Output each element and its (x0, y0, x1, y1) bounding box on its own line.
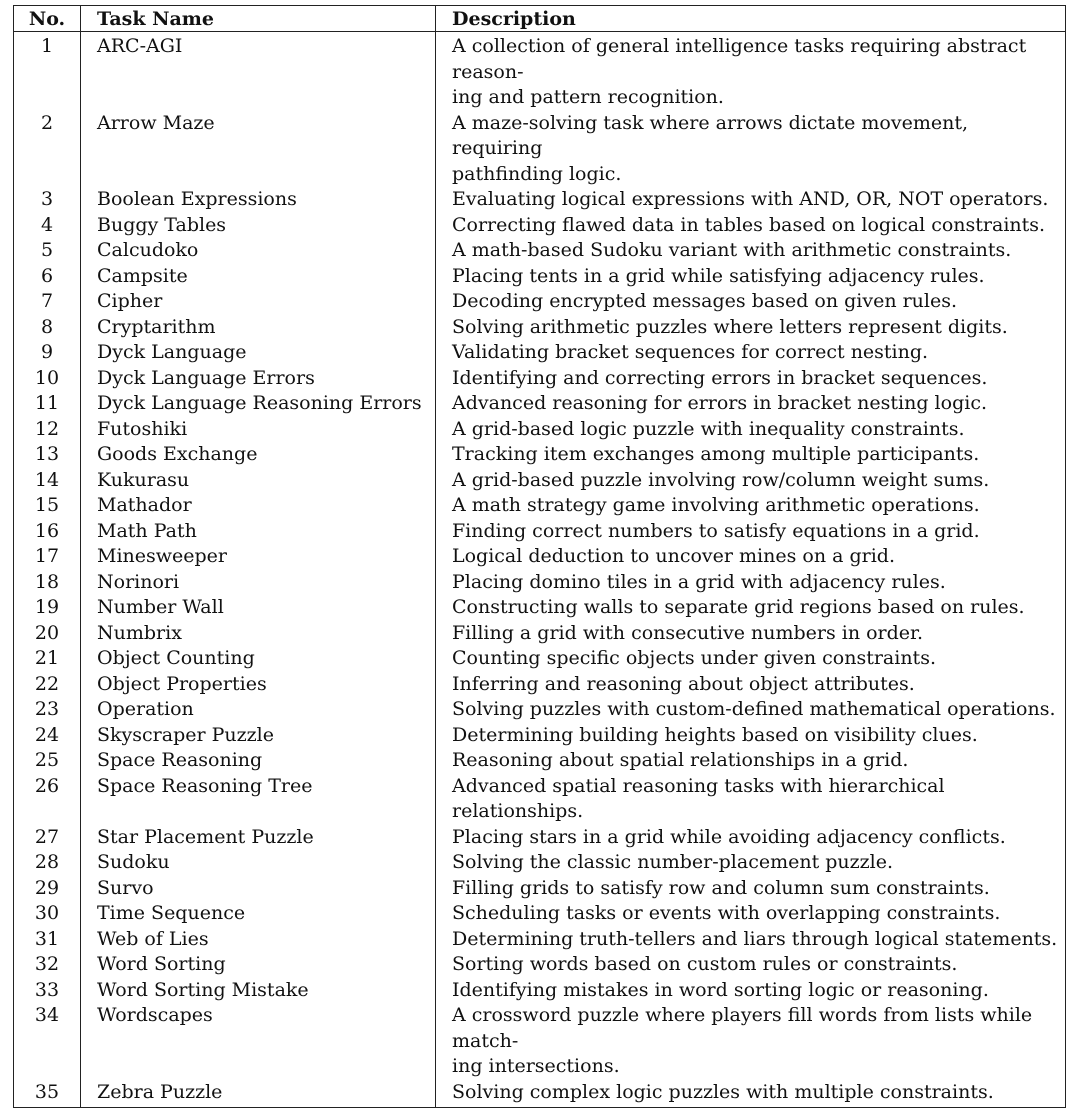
description-line: Constructing walls to separate grid regions based on rules. (452, 596, 1025, 618)
row-number: 26 (14, 774, 81, 825)
task-name: Math Path (81, 519, 436, 545)
row-number: 30 (14, 901, 81, 927)
task-name: Survo (81, 876, 436, 902)
description-line: A maze-solving task where arrows dictate movement, requiring (452, 111, 969, 159)
table-row (14, 850, 1066, 876)
table-row (14, 978, 1066, 1004)
task-description (436, 417, 1066, 443)
table-row (14, 901, 1066, 927)
task-description (436, 570, 1066, 596)
task-description (436, 519, 1066, 545)
task-name: Mathador (81, 493, 436, 519)
task-description (436, 468, 1066, 494)
task-name: Cryptarithm (81, 315, 436, 341)
row-number: 1 (14, 32, 81, 111)
row-number: 35 (14, 1080, 81, 1108)
table-row (14, 544, 1066, 570)
table-row (14, 570, 1066, 596)
task-description (436, 1080, 1066, 1108)
row-number: 28 (14, 850, 81, 876)
task-description (436, 672, 1066, 698)
table-row (14, 952, 1066, 978)
table-row (14, 621, 1066, 647)
table-row (14, 825, 1066, 851)
header-no: No. (14, 6, 81, 32)
task-name: Kukurasu (81, 468, 436, 494)
row-number: 23 (14, 697, 81, 723)
row-number: 11 (14, 391, 81, 417)
table-row (14, 315, 1066, 341)
description-line: Tracking item exchanges among multiple participants. (452, 443, 980, 465)
description-line: Sorting words based on custom rules or constraints. (452, 953, 958, 975)
task-description (436, 544, 1066, 570)
task-name: Word Sorting (81, 952, 436, 978)
task-name: Dyck Language Errors (81, 366, 436, 392)
description-line: Inferring and reasoning about object attributes. (452, 672, 915, 695)
description-line: Validating bracket sequences for correct nesting. (452, 341, 929, 363)
task-description (436, 264, 1066, 290)
description-line: A math strategy game involving arithmetic operations. (452, 494, 980, 516)
table-body (14, 32, 1066, 1108)
task-description (436, 315, 1066, 341)
description-line: Solving the classic number-placement puzzle. (452, 851, 894, 873)
table-row (14, 111, 1066, 188)
task-name: Calcudoko (81, 238, 436, 264)
header-row (14, 6, 1066, 32)
header-description: Description (436, 6, 1066, 32)
row-number: 20 (14, 621, 81, 647)
task-description (436, 952, 1066, 978)
table-row (14, 366, 1066, 392)
description-line: Determining truth-tellers and liars through logical statements. (452, 927, 1058, 950)
task-description (436, 774, 1066, 825)
row-number: 21 (14, 646, 81, 672)
row-number: 22 (14, 672, 81, 698)
table-row (14, 927, 1066, 953)
header-task-name: Task Name (81, 6, 436, 32)
task-description (436, 111, 1066, 188)
description-line: pathfinding logic. (452, 162, 622, 185)
description-line: Filling grids to satisfy row and column sum constraints. (452, 876, 990, 899)
table-row (14, 723, 1066, 749)
task-name: Boolean Expressions (81, 187, 436, 213)
task-name: Wordscapes (81, 1003, 436, 1080)
task-description (436, 493, 1066, 519)
task-description (436, 876, 1066, 902)
task-name: Word Sorting Mistake (81, 978, 436, 1004)
description-line: Advanced spatial reasoning tasks with hierarchical relationships. (452, 774, 945, 822)
row-number: 4 (14, 213, 81, 239)
description-line: A math-based Sudoku variant with arithmetic constraints. (452, 239, 1012, 261)
table-row (14, 493, 1066, 519)
task-description (436, 595, 1066, 621)
description-line: Placing domino tiles in a grid with adjacency rules. (452, 570, 946, 593)
description-line: Placing tents in a grid while satisfying adjacency rules. (452, 264, 985, 287)
task-description (436, 927, 1066, 953)
description-line: A grid-based puzzle involving row/column weight sums. (452, 468, 990, 491)
task-name: Futoshiki (81, 417, 436, 443)
row-number: 6 (14, 264, 81, 290)
task-name: Object Properties (81, 672, 436, 698)
description-line: Solving arithmetic puzzles where letters represent digits. (452, 315, 1008, 338)
description-line: A grid-based logic puzzle with inequality constraints. (452, 417, 965, 440)
row-number: 31 (14, 927, 81, 953)
task-description (436, 697, 1066, 723)
table-row (14, 519, 1066, 545)
description-line: Reasoning about spatial relationships in a grid. (452, 749, 909, 771)
description-line: Determining building heights based on visibility clues. (452, 723, 978, 746)
task-name: Skyscraper Puzzle (81, 723, 436, 749)
task-name: Norinori (81, 570, 436, 596)
task-description (436, 340, 1066, 366)
task-table-container (13, 5, 1065, 1108)
table-row (14, 213, 1066, 239)
table-row (14, 417, 1066, 443)
row-number: 5 (14, 238, 81, 264)
task-description (436, 391, 1066, 417)
task-name: Zebra Puzzle (81, 1080, 436, 1108)
description-line: Filling a grid with consecutive numbers in order. (452, 621, 924, 644)
description-line: Correcting flawed data in tables based on logical constraints. (452, 213, 1046, 236)
task-name: Minesweeper (81, 544, 436, 570)
description-line: ing intersections. (452, 1055, 620, 1077)
task-name: Number Wall (81, 595, 436, 621)
task-name: Numbrix (81, 621, 436, 647)
task-description (436, 213, 1066, 239)
description-line: Solving complex logic puzzles with multiple constraints. (452, 1080, 994, 1103)
row-number: 17 (14, 544, 81, 570)
row-number: 8 (14, 315, 81, 341)
task-description (436, 187, 1066, 213)
table-row (14, 468, 1066, 494)
task-description (436, 825, 1066, 851)
row-number: 16 (14, 519, 81, 545)
task-name: Campsite (81, 264, 436, 290)
description-line: Identifying and correcting errors in bracket sequences. (452, 366, 988, 389)
table-row (14, 646, 1066, 672)
table-row (14, 748, 1066, 774)
task-name: Buggy Tables (81, 213, 436, 239)
row-number: 32 (14, 952, 81, 978)
task-name: Time Sequence (81, 901, 436, 927)
task-name: Space Reasoning Tree (81, 774, 436, 825)
description-line: Identifying mistakes in word sorting logic or reasoning. (452, 978, 989, 1001)
description-line: ing and pattern recognition. (452, 86, 724, 108)
description-line: Logical deduction to uncover mines on a grid. (452, 545, 895, 567)
row-number: 9 (14, 340, 81, 366)
task-table (13, 5, 1066, 1108)
row-number: 10 (14, 366, 81, 392)
row-number: 14 (14, 468, 81, 494)
description-line: Solving puzzles with custom-defined mathematical operations. (452, 698, 1056, 720)
task-description (436, 289, 1066, 315)
description-line: Scheduling tasks or events with overlapping constraints. (452, 902, 1001, 924)
task-name: Space Reasoning (81, 748, 436, 774)
row-number: 7 (14, 289, 81, 315)
table-row (14, 187, 1066, 213)
table-row (14, 1080, 1066, 1108)
table-row (14, 264, 1066, 290)
row-number: 33 (14, 978, 81, 1004)
description-line: A crossword puzzle where players fill words from lists while match- (452, 1004, 1033, 1052)
row-number: 24 (14, 723, 81, 749)
description-line: Finding correct numbers to satisfy equations in a grid. (452, 519, 980, 542)
table-row (14, 595, 1066, 621)
task-name: Star Placement Puzzle (81, 825, 436, 851)
table-row (14, 774, 1066, 825)
description-line: Evaluating logical expressions with AND, OR, NOT operators. (452, 188, 1049, 210)
row-number: 18 (14, 570, 81, 596)
task-description (436, 978, 1066, 1004)
row-number: 15 (14, 493, 81, 519)
description-line: Placing stars in a grid while avoiding adjacency conflicts. (452, 825, 1006, 848)
table-row (14, 32, 1066, 111)
task-name: ARC-AGI (81, 32, 436, 111)
table-row (14, 238, 1066, 264)
task-name: Web of Lies (81, 927, 436, 953)
task-description (436, 723, 1066, 749)
row-number: 3 (14, 187, 81, 213)
description-line: Decoding encrypted messages based on given rules. (452, 290, 958, 312)
task-description (436, 442, 1066, 468)
task-name: Cipher (81, 289, 436, 315)
row-number: 25 (14, 748, 81, 774)
row-number: 27 (14, 825, 81, 851)
task-name: Dyck Language (81, 340, 436, 366)
table-row (14, 442, 1066, 468)
table-row (14, 876, 1066, 902)
task-description (436, 901, 1066, 927)
table-row (14, 672, 1066, 698)
table-row (14, 1003, 1066, 1080)
task-description (436, 646, 1066, 672)
row-number: 13 (14, 442, 81, 468)
table-row (14, 340, 1066, 366)
task-name: Sudoku (81, 850, 436, 876)
task-description (436, 748, 1066, 774)
row-number: 34 (14, 1003, 81, 1080)
task-name: Goods Exchange (81, 442, 436, 468)
task-description (436, 850, 1066, 876)
task-description (436, 1003, 1066, 1080)
task-name: Dyck Language Reasoning Errors (81, 391, 436, 417)
row-number: 12 (14, 417, 81, 443)
task-name: Arrow Maze (81, 111, 436, 188)
row-number: 19 (14, 595, 81, 621)
table-row (14, 697, 1066, 723)
task-description (436, 366, 1066, 392)
table-header (14, 6, 1066, 32)
table-row (14, 289, 1066, 315)
task-description (436, 621, 1066, 647)
task-description (436, 32, 1066, 111)
description-line: A collection of general intelligence tasks requiring abstract reason- (452, 35, 1027, 83)
task-name: Object Counting (81, 646, 436, 672)
task-description (436, 238, 1066, 264)
table-row (14, 391, 1066, 417)
task-name: Operation (81, 697, 436, 723)
description-line: Advanced reasoning for errors in bracket nesting logic. (452, 392, 987, 414)
description-line: Counting specific objects under given constraints. (452, 647, 936, 669)
row-number: 29 (14, 876, 81, 902)
row-number: 2 (14, 111, 81, 188)
